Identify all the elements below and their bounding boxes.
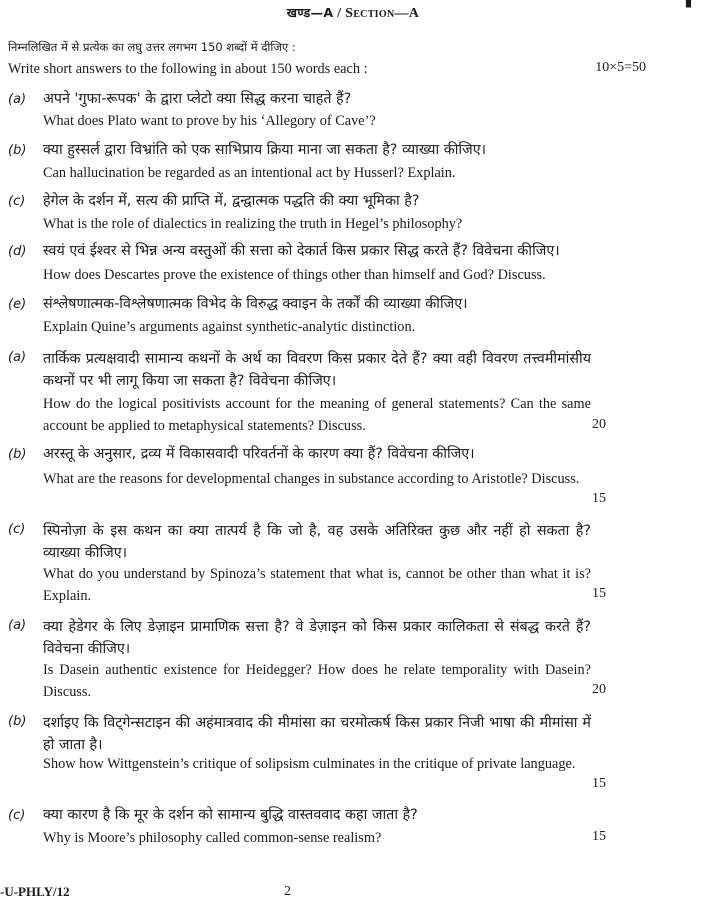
question-label: (c) <box>8 522 26 537</box>
question-hindi: दर्शाइए कि विट्गेन्सटाइन की अहंमात्रवाद की मीमांसा का चरमोत्कर्ष किस प्रकार निजी भाषा की मीमांसा में हो जाता है। <box>43 715 591 753</box>
question-marks: 15 <box>592 491 606 506</box>
question-marks: 15 <box>592 829 606 844</box>
instruction-english: Write short answers to the following in about 150 words each : <box>8 61 368 77</box>
question-marks: 15 <box>592 776 606 791</box>
question-hindi: तार्किक प्रत्यक्षवादी सामान्य कथनों के अर्थ का विवरण किस प्रकार देते हैं? क्या वही विवरण तत्त्वमीमांसीय कथनों पर भी लागू किया जा सकता है? विवेचना कीजिए। <box>43 351 591 389</box>
corner-mark: ▘ <box>686 0 696 15</box>
question-hindi: हेगेल के दर्शन में, सत्य की प्राप्ति में, द्वन्द्वात्मक पद्धति की क्या भूमिका है? <box>43 193 420 209</box>
instruction-hindi: निम्नलिखित में से प्रत्येक का लघु उत्तर लगभग 150 शब्दों में दीजिए : <box>8 40 296 54</box>
section-heading-separator: / <box>333 6 346 21</box>
question-marks: 15 <box>592 586 606 601</box>
question-label: (b) <box>8 447 27 462</box>
question-hindi: क्या हुस्सर्ल द्वारा विभ्रांति को एक साभिप्राय क्रिया माना जा सकता है? व्याख्या कीजिए। <box>43 142 487 158</box>
question-marks: 20 <box>592 417 606 432</box>
section-heading-english: Section—A <box>345 6 420 21</box>
question-english: Is Dasein authentic existence for Heidegger? How does he relate temporality with Dasein? Discuss. <box>43 662 591 700</box>
question-english: What do you understand by Spinoza’s statement that what is, cannot be other than what it is? Explain. <box>43 566 591 604</box>
question-english: Why is Moore’s philosophy called common-sense realism? <box>43 830 382 846</box>
question-hindi: संश्लेषणात्मक-विश्लेषणात्मक विभेद के विरुद्ध क्वाइन के तर्कों की व्याख्या कीजिए। <box>43 296 468 312</box>
question-label: (b) <box>8 143 27 158</box>
question-marks: 20 <box>592 682 606 697</box>
paper-code: -U-PHLY/12 <box>0 884 70 899</box>
question-english: Can hallucination be regarded as an intentional act by Husserl? Explain. <box>43 165 456 181</box>
page-number: 2 <box>284 884 291 899</box>
question-label: (a) <box>8 618 27 633</box>
question-english: Show how Wittgenstein’s critique of solipsism culminates in the critique of private language. <box>43 756 576 772</box>
question-label: (d) <box>8 244 27 259</box>
question-label: (c) <box>8 194 26 209</box>
question-label: (a) <box>8 92 27 107</box>
question-english: How does Descartes prove the existence of things other than himself and God? Discuss. <box>43 267 546 283</box>
question-hindi: क्या हेडेगर के लिए डेज़ाइन प्रामाणिक सत्ता है? वे डेज़ाइन को किस प्रकार कालिकता से संबद्ध करते हैं? विवेचना कीजिए। <box>43 619 591 657</box>
question-hindi: स्पिनोज़ा के इस कथन का क्या तात्पर्य है कि जो है, वह उसके अतिरिक्त कुछ और नहीं हो सकता है? व्याख्या कीजिए। <box>43 523 591 561</box>
section-heading-hindi: खण्ड—A <box>286 5 334 20</box>
question-english: How do the logical positivists account for the meaning of general statements? Can the same account be applied to metaphysical statements? Discuss. <box>43 396 591 434</box>
instruction-marks: 10×5=50 <box>595 60 646 75</box>
question-label: (c) <box>8 808 26 823</box>
question-label: (e) <box>8 297 27 312</box>
question-english: What is the role of dialectics in realizing the truth in Hegel’s philosophy? <box>43 216 463 232</box>
question-hindi: क्या कारण है कि मूर के दर्शन को सामान्य बुद्धि वास्तववाद कहा जाता है? <box>43 807 418 823</box>
section-heading <box>0 4 706 22</box>
question-hindi: अपने 'गुफा-रूपक' के द्वारा प्लेटो क्या सिद्ध करना चाहते हैं? <box>43 91 352 107</box>
question-label: (b) <box>8 714 27 729</box>
question-english: What are the reasons for developmental changes in substance according to Aristotle? Discuss. <box>43 471 580 487</box>
question-english: Explain Quine’s arguments against synthetic-analytic distinction. <box>43 319 416 335</box>
question-label: (a) <box>8 350 27 365</box>
question-hindi: स्वयं एवं ईश्वर से भिन्न अन्य वस्तुओं की सत्ता को देकार्त किस प्रकार सिद्ध करते हैं? विवेचना कीजिए। <box>43 243 560 259</box>
question-english: What does Plato want to prove by his ‘Allegory of Cave’? <box>43 113 376 129</box>
question-hindi: अरस्तू के अनुसार, द्रव्य में विकासवादी परिवर्तनों के कारण क्या हैं? विवेचना कीजिए। <box>43 446 475 462</box>
